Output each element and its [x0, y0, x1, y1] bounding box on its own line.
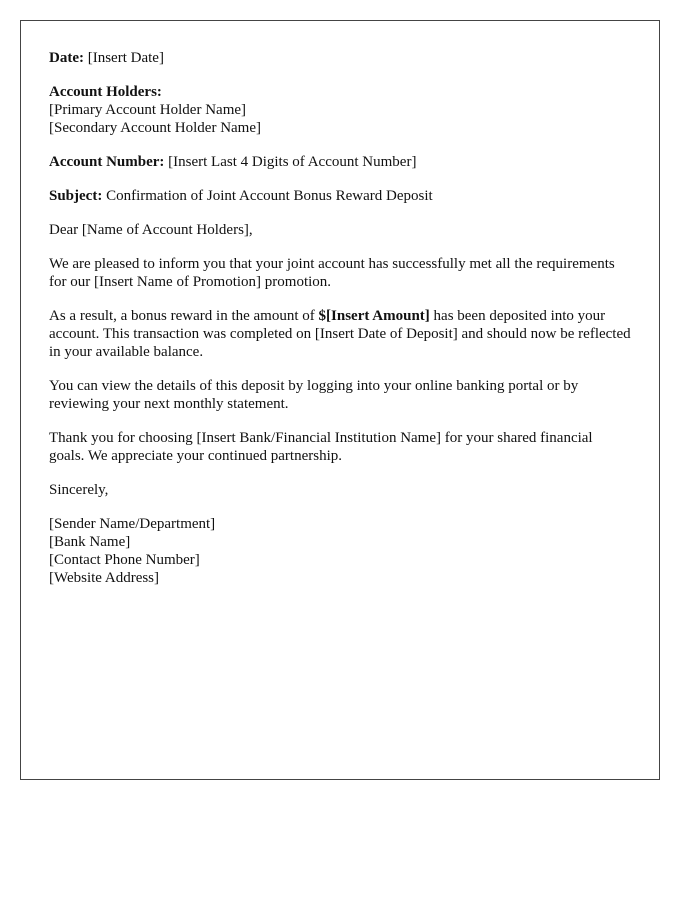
subject-line [49, 187, 631, 205]
subject-value: Confirmation of Joint Account Bonus Reward Deposit [106, 188, 433, 204]
account-holders-label: Account Holders: [49, 84, 162, 100]
paragraph-promotion: We are pleased to inform you that your joint account has successfully met all the requirements for our [Insert Name of Promotion] promotion. [49, 256, 615, 290]
account-number-label: Account Number: [49, 154, 165, 170]
signature-sender: [Sender Name/Department] [49, 516, 216, 532]
signature-bank: [Bank Name] [49, 534, 131, 550]
primary-holder: [Primary Account Holder Name] [49, 102, 247, 118]
signature-website: [Website Address] [49, 570, 160, 586]
date-line [49, 49, 631, 67]
paragraph-thank-you: Thank you for choosing [Insert Bank/Financial Institution Name] for your shared financial goals. We appreciate your continued partnership. [49, 430, 593, 464]
deposit-text-after: has been deposited into your account. This transaction was completed on [Insert Date of Deposit] and should now be reflected in your available balance. [49, 308, 631, 360]
signature-phone: [Contact Phone Number] [49, 552, 200, 568]
subject-label: Subject: [49, 188, 103, 204]
letter-page [20, 20, 660, 780]
signature-block [49, 515, 631, 587]
deposit-amount: $[Insert Amount] [318, 308, 430, 324]
date-value: [Insert Date] [87, 50, 164, 66]
date-label: Date: [49, 50, 84, 66]
deposit-text-before: As a result, a bonus reward in the amount of [49, 308, 319, 324]
account-number-value: [Insert Last 4 Digits of Account Number] [168, 154, 417, 170]
closing: Sincerely, [49, 482, 109, 498]
account-number-line [49, 153, 631, 171]
salutation: Dear [Name of Account Holders], [49, 222, 253, 238]
paragraph-deposit [49, 307, 631, 361]
secondary-holder: [Secondary Account Holder Name] [49, 120, 262, 136]
paragraph-view-details: You can view the details of this deposit by logging into your online banking portal or by reviewing your next monthly statement. [49, 378, 579, 412]
account-holders-block [49, 83, 631, 137]
